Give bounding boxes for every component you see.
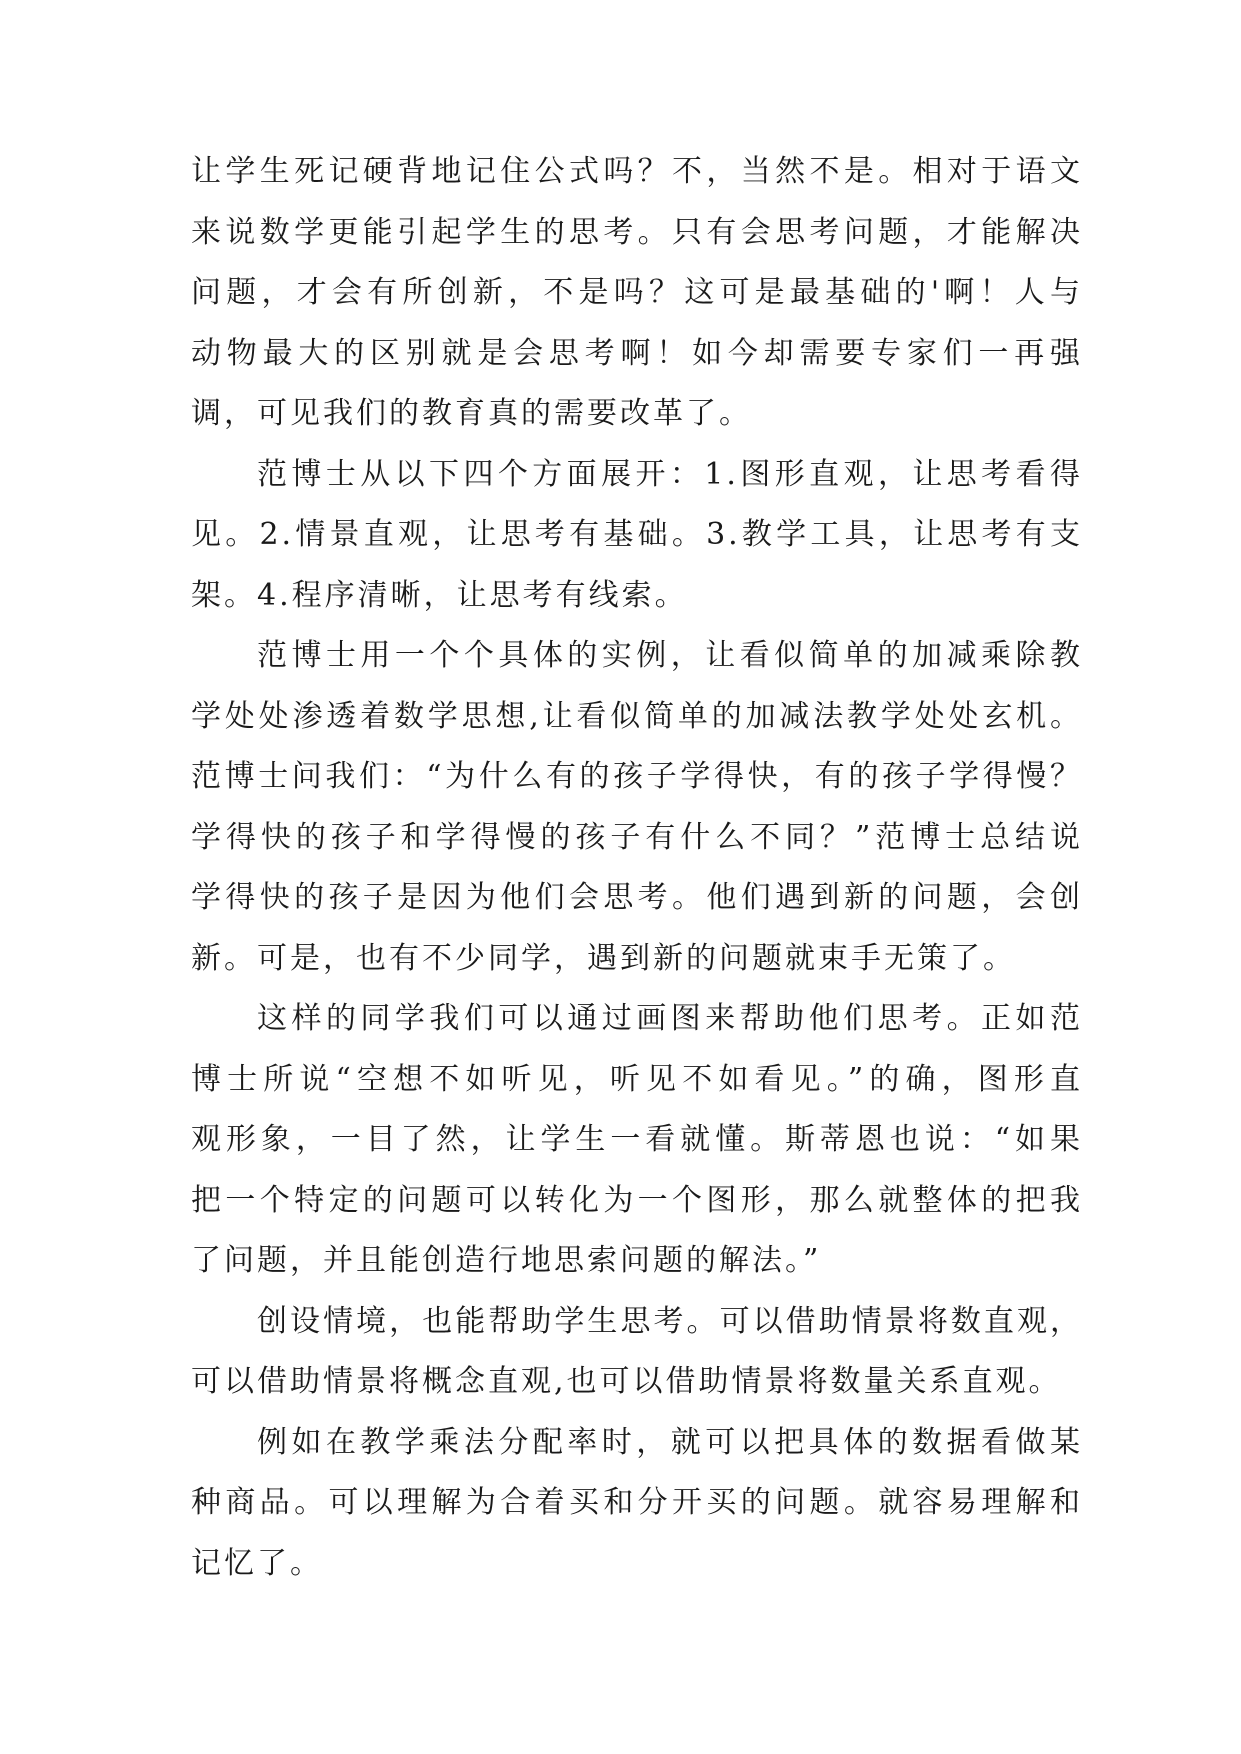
text-line: 博士所说“空想不如听见，听见不如看见。”的确，图形直 [191, 1061, 1083, 1097]
text-line: 来说数学更能引起学生的思考。只有会思考问题，才能解决 [191, 214, 1083, 250]
text-line: 范博士从以下四个方面展开：1.图形直观，让思考看得 [257, 456, 1083, 492]
text-line: 学处处渗透着数学思想,让看似简单的加减法教学处处玄机。 [191, 698, 1083, 734]
text-line: 可以借助情景将概念直观,也可以借助情景将数量关系直观。 [191, 1364, 1062, 1399]
text-line: 记忆了。 [191, 1545, 323, 1581]
text-line: 范博士用一个个具体的实例，让看似简单的加减乘除教 [257, 638, 1083, 673]
text-line: 学得快的孩子是因为他们会思考。他们遇到新的问题，会创 [191, 880, 1083, 915]
text-line: 种商品。可以理解为合着买和分开买的问题。就容易理解和 [191, 1485, 1083, 1520]
text-line: 新。可是，也有不少同学，遇到新的问题就束手无策了。 [191, 940, 1016, 976]
text-line: 问题，才会有所创新，不是吗？这可是最基础的'啊！人与 [191, 275, 1083, 310]
text-line: 动物最大的区别就是会思考啊！如今却需要专家们一再强 [191, 335, 1083, 371]
document-body [191, 142, 1083, 1594]
text-line: 让学生死记硬背地记住公式吗？不，当然不是。相对于语文 [191, 154, 1083, 189]
text-line: 架。4.程序清晰，让思考有线索。 [191, 577, 688, 613]
text-line: 例如在教学乘法分配率时，就可以把具体的数据看做某 [257, 1424, 1083, 1460]
text-line: 范博士问我们：“为什么有的孩子学得快，有的孩子学得慢？ [191, 759, 1083, 794]
text-line: 了问题，并且能创造行地思索问题的解法。” [191, 1243, 822, 1278]
text-line: 创设情境，也能帮助学生思考。可以借助情景将数直观， [257, 1303, 1083, 1339]
text-line: 观形象，一目了然，让学生一看就懂。斯蒂恩也说：“如果 [191, 1122, 1083, 1157]
text-line: 调，可见我们的教育真的需要改革了。 [191, 396, 752, 431]
text-line: 这样的同学我们可以通过画图来帮助他们思考。正如范 [257, 1001, 1083, 1036]
text-line: 见。2.情景直观，让思考有基础。3.教学工具，让思考有支 [191, 517, 1083, 552]
text-line: 把一个特定的问题可以转化为一个图形，那么就整体的把我 [191, 1182, 1083, 1218]
text-line: 学得快的孩子和学得慢的孩子有什么不同？”范博士总结说 [191, 819, 1083, 855]
